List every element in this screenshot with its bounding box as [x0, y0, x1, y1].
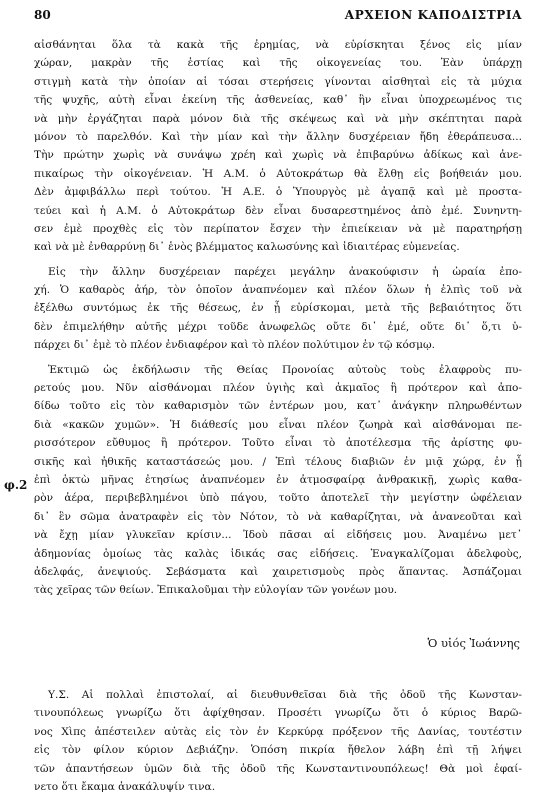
postscript-line: νετο ὅτι ἔκαμα ἀνακάλυψίν τινα. [34, 780, 216, 793]
postscript-line: νος Χὶπς ἀπέστειλεν αὐτὰς εἰς τὸν ἐν Κερκύρᾳ πρόξενον τῆς Δανίας, τουτέστιν [34, 725, 522, 738]
postscript-line: Υ.Σ. Αἱ πολλαὶ ἐπιστολαί, αἱ διευθυνθεῖσαι διὰ τῆς ὁδοῦ τῆς Κωνσταν- [48, 689, 522, 701]
paragraph [34, 36, 522, 257]
text-line: Δὲν ἀμφιβάλλω περὶ τούτου. Ἡ Α.Ε. ὁ Ὑπουργὸς μὲ ἀγαπᾷ καὶ μὲ προστα- [34, 186, 522, 199]
text-line: πάρχει δι᾽ ἐμὲ τὸ πλέον ἐνδιαφέρον καὶ τὸ πλέον πολύτιμον ἐν τῷ κόσμῳ. [34, 339, 435, 352]
text-line: ρὸν ἀέρα, περιβεβλημένοι ὑπὸ πάγου, τοῦτο ἀποτελεῖ τὴν μεγίστην ὠφέλειαν [34, 492, 522, 505]
text-line: ἀδελφάς, ἀνεψιούς. Σεβάσματα καὶ χαιρετισμοὺς πρὸς ἅπαντας. Ἀσπάζομαι [34, 565, 522, 578]
text-line: στιγμὴ κατὰ τὴν ὁποίαν αἱ τόσαι στερήσεις γίνονται αἰσθηταὶ εἰς τὰ μύχια [34, 75, 522, 88]
running-title: ΑΡΧΕΙΟΝ ΚΑΠΟΔΙΣΤΡΙΑ [344, 8, 522, 22]
letter-body [34, 36, 522, 600]
text-line: ἐξέλθω συντόμως ἐκ τῆς θέσεως, ἐν ᾗ εὑρίσκομαι, μετὰ τῆς βεβαιότητος ὅτι [34, 302, 522, 315]
postscript-line: τῶν ἀπαντήσεων ὑμῶν διὰ τῆς ὁδοῦ τῆς Κωνσταντινουπόλεως! Θὰ μοὶ ἐφαί- [34, 762, 522, 775]
postscript-line: εἰς τὸν φίλον κύριον Δεβιάζην. Ὁπόση πικρία ἤθελον λάβη ἐπὶ τῇ λήψει [34, 744, 522, 757]
text-line: Ἐκτιμῶ ὡς ἐκδήλωσιν τῆς Θείας Προνοίας αὐτοὺς τοὺς ἐλαφροὺς πυ- [48, 363, 522, 376]
signature: Ὁ υἱός Ἰωάννης [427, 636, 520, 650]
text-line: ἐπὶ ὀκτὼ μῆνας ἐτησίως ἀναπνέομεν ἐν ἀτμοσφαίρᾳ ἀνθρακικῇ, χωρὶς καθα- [34, 473, 522, 486]
text-line: νὰ μὴν ἐργάζηται παρὰ μόνον διὰ τῆς σκέψεως καὶ νὰ μὴν σκέπτηται παρὰ [34, 112, 522, 125]
text-line: σεν ἐμὲ προχθὲς εἰς τὸν περίπατον ἔσχεν τὴν ἐπιείκειαν νὰ μὲ παρατηρήσῃ [34, 222, 522, 235]
page-header [34, 8, 522, 28]
text-line: τὰς χεῖρας τῶν θείων. Ἐπικαλοῦμαι τὴν εὐλογίαν τῶν γονέων μου. [34, 584, 398, 597]
paragraph [34, 361, 522, 600]
text-line: αἰσθάνηται ὅλα τὰ κακὰ τῆς ἐρημίας, νὰ εὑρίσκηται ξένος εἰς μίαν [34, 39, 522, 51]
text-line: ἀδημονίας ὁμοίως τὰς καλὰς ἰδικάς σας εἰδήσεις. Ἐναγκαλίζομαι ἀδελφοὺς, [34, 547, 522, 560]
postscript [34, 686, 522, 796]
text-line: ρισσότερον εὔθυμος ἢ πρότερον. Τοῦτο εἶναι τὸ ἀποτέλεσμα τῆς ἀρίστης φυ- [34, 437, 522, 450]
postscript-line: τινουπόλεως γνωρίζω ὅτι ἀφίχθησαν. Προσέτι γνωρίζω ὅτι ὁ κύριος Βαρῶ- [34, 707, 522, 720]
text-line: νὰ ἔχῃ μίαν γλυκεῖαν κρίσιν... Ἰδοὺ πᾶσαι αἱ εἰδήσεις μου. Ἀναμένω μετ᾽ [34, 529, 522, 542]
text-line: χή. Ὁ καθαρὸς ἀήρ, τὸν ὁποῖον ἀναπνέομεν καὶ πλέον ὅλων ἡ ἐλπὶς τοῦ νὰ [34, 284, 522, 297]
text-line: τῆς ψυχῆς, αὐτὴ εἶναι ἐκείνη τῆς ἀσθενείας, καθ᾽ ἣν εἶναι ὑποχρεωμένος τις [34, 94, 522, 107]
margin-folio-note: φ.2 [4, 478, 28, 492]
text-line: πικαίρως τὴν οἰκογένειαν. Ἡ Α.Μ. ὁ Αὐτοκράτωρ θὰ ἔλθῃ εἰς βοήθειάν μου. [34, 167, 522, 180]
paragraph [34, 263, 522, 355]
text-line: Εἰς τὴν ἄλλην δυσχέρειαν παρέχει μεγάλην ἀνακούφισιν ἡ ὡραία ἐπο- [48, 265, 522, 278]
page-number: 80 [34, 8, 51, 22]
text-line: δὲν ἐπιμελήθην αὐτῆς μέχρι τοῦδε ἀνωφελῶς οὔτε δι᾽ ἐμέ, οὔτε δι᾽ ὅ,τι ὑ- [34, 320, 522, 333]
text-line: διὰ «κακῶν χυμῶν». Ἡ διάθεσίς μου εἶναι πλέον ζωηρὰ καὶ αἰσθάνομαι πε- [34, 418, 522, 431]
text-line: ρετούς μου. Νῦν αἰσθάνομαι πλέον ὑγιὴς καὶ ἀκμαῖος ἢ πρότερον καὶ ἀπο- [34, 382, 522, 395]
text-line: χώραν, μακρὰν τῆς ἑστίας καὶ τῆς οἰκογενείας του. Ἐὰν ὑπάρχῃ [34, 57, 522, 70]
text-line: δίδω τοῦτο εἰς τὸν καθαρισμὸν τῶν ἐντέρων μου, κατ᾽ ἀνάγκην πληρωθέντων [34, 400, 522, 413]
text-line: τεύει καὶ ἡ Α.Μ. ὁ Αὐτοκράτωρ δὲν εἶναι δυσαρεστημένος ἀπὸ ἐμέ. Συνηντη- [34, 204, 522, 217]
text-line: μόνον τὸ παρελθόν. Καὶ τὴν μίαν καὶ τὴν ἄλλην δυσχέρειαν ἤδη ἐθεράπευσα... [34, 130, 522, 143]
text-line: σικῆς καὶ ἠθικῆς καταστάσεώς μου. / Ἐπὶ τέλους διαβιῶν ἐν μιᾷ χώρᾳ, ἐν ᾗ [34, 455, 522, 468]
text-line: δι᾽ ἓν σῶμα ἀνατραφὲν εἰς τὸν Νότον, τὸ νὰ καθαρίζηται, νὰ ἀνανεοῦται καὶ [34, 510, 522, 523]
text-line: Τὴν πρώτην χωρὶς νὰ συνάψω χρέη καὶ χωρὶς νὰ ἐπιβαρύνω ἀδίκως καὶ ἀνε- [34, 149, 522, 162]
text-line: καὶ νὰ μὲ ἐνθαρρύνῃ δι᾽ ἑνὸς βλέμματος καλωσύνης καὶ ἰδιαιτέρας εὐμενείας. [34, 241, 460, 254]
